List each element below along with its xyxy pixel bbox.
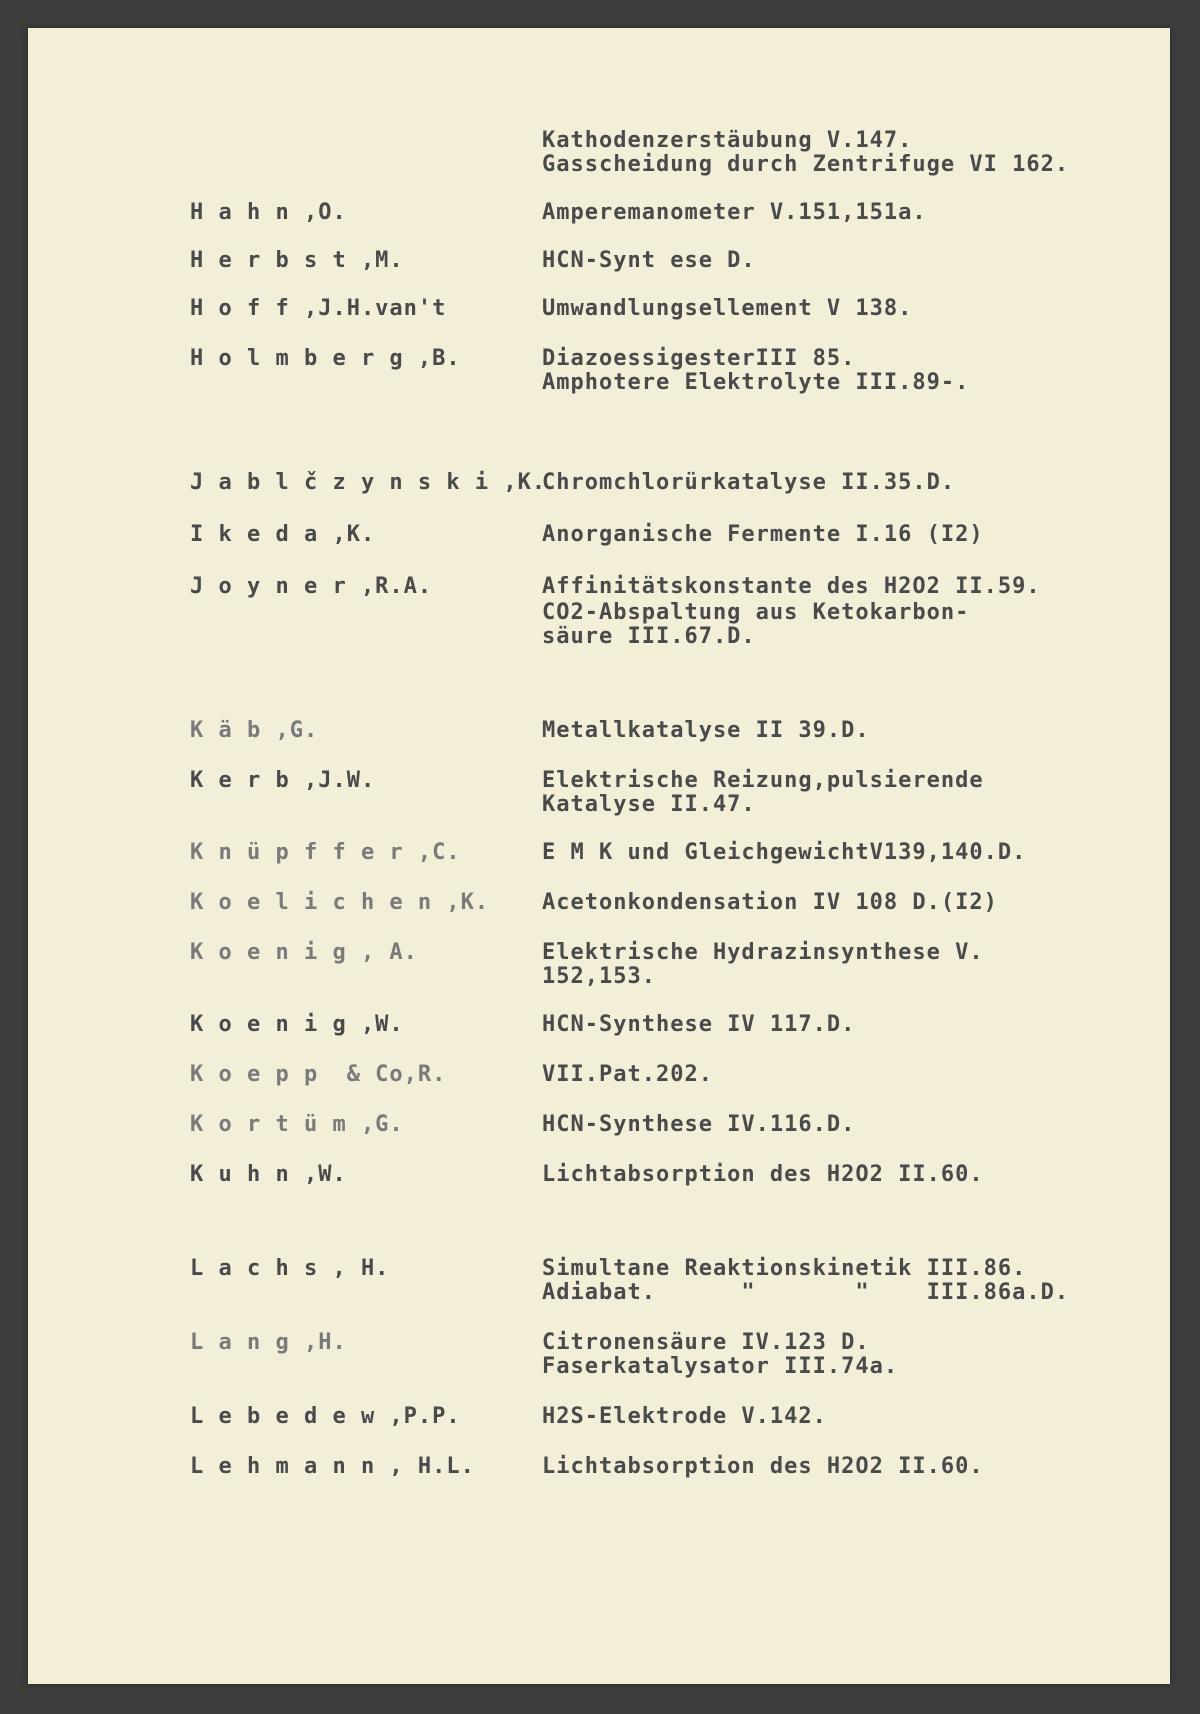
entry-13-line-0: HCN-Synthese IV 117.D. (542, 1012, 856, 1037)
entry-10-name: K n ü p f f e r ,C. (190, 840, 461, 865)
entry-1-line-0: Amperemanometer V.151,151a. (542, 200, 927, 225)
entry-5-line-0: Chromchlorürkatalyse II.35.D. (542, 470, 956, 495)
entry-13-name: K o e n i g ,W. (190, 1012, 404, 1037)
entry-17-line-0: Simultane Reaktionskinetik III.86. (542, 1256, 1027, 1281)
entry-14-name: K o e p p & Co,R. (190, 1062, 447, 1087)
entry-17-name: L a c h s , H. (190, 1256, 390, 1281)
entry-9-name: K e r b ,J.W. (190, 768, 376, 793)
entry-18-name: L a n g ,H. (190, 1330, 347, 1355)
entry-0-line-1: Gasscheidung durch Zentrifuge VI 162. (542, 152, 1070, 177)
entry-4-line-0: DiazoessigesterIII 85. (542, 346, 856, 371)
entry-10-line-0: E M K und GleichgewichtV139,140.D. (542, 840, 1027, 865)
entry-11-name: K o e l i c h e n ,K. (190, 890, 490, 915)
entry-3-line-0: Umwandlungsellement V 138. (542, 296, 913, 321)
entry-8-name: K ä b ,G. (190, 718, 319, 743)
entry-18-line-0: Citronensäure IV.123 D. (542, 1330, 870, 1355)
entry-12-line-0: Elektrische Hydrazinsynthese V. (542, 940, 984, 965)
entry-16-name: K u h n ,W. (190, 1162, 347, 1187)
entry-19-line-0: H2S-Elektrode V.142. (542, 1404, 827, 1429)
entry-8-line-0: Metallkatalyse II 39.D. (542, 718, 870, 743)
entry-2-line-0: HCN-Synt ese D. (542, 248, 756, 273)
entry-14-line-0: VII.Pat.202. (542, 1062, 713, 1087)
entry-7-line-1: CO2-Abspaltung aus Ketokarbon- (542, 600, 970, 625)
entry-9-line-0: Elektrische Reizung,pulsierende (542, 768, 984, 793)
entry-4-name: H o l m b e r g ,B. (190, 346, 461, 371)
entry-6-line-0: Anorganische Fermente I.16 (I2) (542, 522, 984, 547)
entry-20-name: L e h m a n n , H.L. (190, 1454, 475, 1479)
entry-4-line-1: Amphotere Elektrolyte III.89-. (542, 370, 970, 395)
entry-0-line-0: Kathodenzerstäubung V.147. (542, 128, 913, 153)
entry-5-name: J a b l č z y n s k i ,K. (190, 470, 547, 495)
entry-20-line-0: Lichtabsorption des H2O2 II.60. (542, 1454, 984, 1479)
typed-index-page (28, 28, 1170, 1684)
entry-7-name: J o y n e r ,R.A. (190, 574, 433, 599)
entry-7-line-0: Affinitätskonstante des H2O2 II.59. (542, 574, 1041, 599)
entry-6-name: I k e d a ,K. (190, 522, 376, 547)
entry-1-name: H a h n ,O. (190, 200, 347, 225)
entry-2-name: H e r b s t ,M. (190, 248, 404, 273)
entry-18-line-1: Faserkatalysator III.74a. (542, 1354, 899, 1379)
entry-12-name: K o e n i g , A. (190, 940, 418, 965)
entry-12-line-1: 152,153. (542, 964, 656, 989)
entry-17-line-1: Adiabat. " " III.86a.D. (542, 1280, 1070, 1305)
entry-3-name: H o f f ,J.H.van't (190, 296, 447, 321)
entry-9-line-1: Katalyse II.47. (542, 792, 756, 817)
entry-15-name: K o r t ü m ,G. (190, 1112, 404, 1137)
entry-15-line-0: HCN-Synthese IV.116.D. (542, 1112, 856, 1137)
entry-11-line-0: Acetonkondensation IV 108 D.(I2) (542, 890, 998, 915)
entry-19-name: L e b e d e w ,P.P. (190, 1404, 461, 1429)
entry-7-line-2: säure III.67.D. (542, 624, 756, 649)
entry-16-line-0: Lichtabsorption des H2O2 II.60. (542, 1162, 984, 1187)
